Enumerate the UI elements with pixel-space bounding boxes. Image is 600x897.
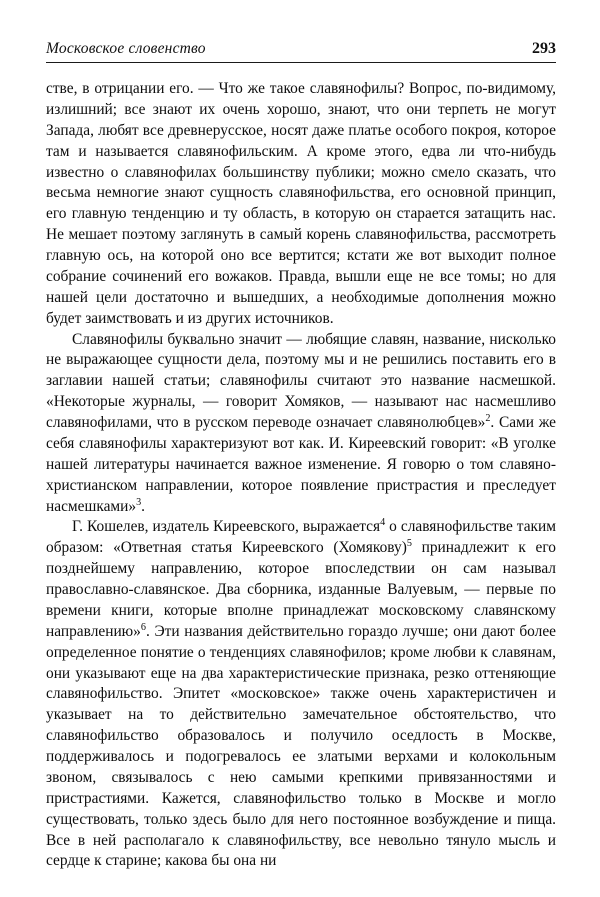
paragraph-2-part-1: Славянофилы буквально значит — любящие славян, название, нисколько не выражающее сущности дела, поэтому мы и не решились поставить его в заглавии нашей статьи; славянофилы считают это название насмешкой. «Некоторые журналы, — говорит Хомяков, — называют нас насмешливо славянофилами, что в русском переводе означает славянолюбцев» bbox=[46, 330, 556, 431]
paragraph-3 bbox=[46, 517, 556, 872]
paragraph-2-part-2: . Сами же себя славянофилы характеризуют вот как. И. Киреевский говорит: «В уголке нашей литературы начинается важное изменение. Я говорю о том славяно-христианском направлении, которое появление пристрастия и преследует насмешками» bbox=[46, 414, 556, 515]
header-rule bbox=[46, 62, 556, 63]
paragraph-1: стве, в отрицании его. — Что же такое славянофилы? Вопрос, по-видимому, излишний; все знают их очень хорошо, знают, что они терпеть не могут Запада, любят все древнерусское, носят даже платье особого покроя, которое там и называется славянофильским. А кроме этого, едва ли что-нибудь известно о славянофилах большинству публики; можно смело сказать, что весьма немногие знают сущность славянофильства, его основной принцип, его главную тенденцию и ту область, в которую он старается затащить нас. Не мешает поэтому заглянуть в самый корень славянофильства, рассмотреть главную ось, на которой оно все вертится; кстати же вот выходит полное собрание сочинений его вожаков. Правда, вышли еще не все томы; но для нашей цели достаточно и вышедших, а необходимые дополнения можно будет заимствовать и из других источников. bbox=[46, 80, 556, 327]
running-title: Московское словенство bbox=[46, 40, 206, 57]
page-header bbox=[46, 40, 556, 58]
footnote-ref-4: 4 bbox=[380, 517, 386, 529]
body-text bbox=[46, 79, 556, 872]
paragraph-3-part-2: о славянофильстве таким образом: «Ответная статья Киреевского (Хомякову) bbox=[46, 518, 556, 557]
footnote-ref-5: 5 bbox=[406, 538, 412, 550]
paragraph-3-part-4: . Эти названия действительно гораздо лучше; они дают более определенное понятие о тенденциях славянофилов; кроме любви к славянам, они указывают еще на два характеристические признака, резко оттеняющие славянофильство. Эпитет «московское» также очень характеристичен и указывает на то действительно замечательное обстоятельство, что славянофильство образовалось и получило оседлость в Москве, поддерживалось и подогревалось ее златыми верхами и колокольным звоном, связывалось с нею самыми крепкими привязанностями и пристрастиями. Кажется, славянофильство только в Москве и могло существовать, только здесь было для него постоянное возбуждение и пища. Все в ней располагало к славянофильству, все невольно тянуло мысль и сердце к старине; какова бы она ни bbox=[46, 622, 556, 870]
paragraph-2 bbox=[46, 330, 556, 518]
footnote-ref-6: 6 bbox=[140, 621, 146, 633]
paragraph-3-part-1: Г. Кошелев, издатель Киреевского, выражается bbox=[72, 518, 381, 536]
paragraph-3-part-3: принадлежит к его позднейшему направлению, которое впоследствии он сам называл православно-славянское. Два сборника, изданные Валуевым, — первые по времени книги, которые вполне принадлежат московскому славянскому направлению» bbox=[46, 539, 557, 640]
page-number: 293 bbox=[532, 40, 556, 57]
paragraph-2-part-3: . bbox=[141, 497, 146, 515]
footnote-ref-3: 3 bbox=[136, 496, 142, 508]
footnote-ref-2: 2 bbox=[485, 412, 491, 424]
